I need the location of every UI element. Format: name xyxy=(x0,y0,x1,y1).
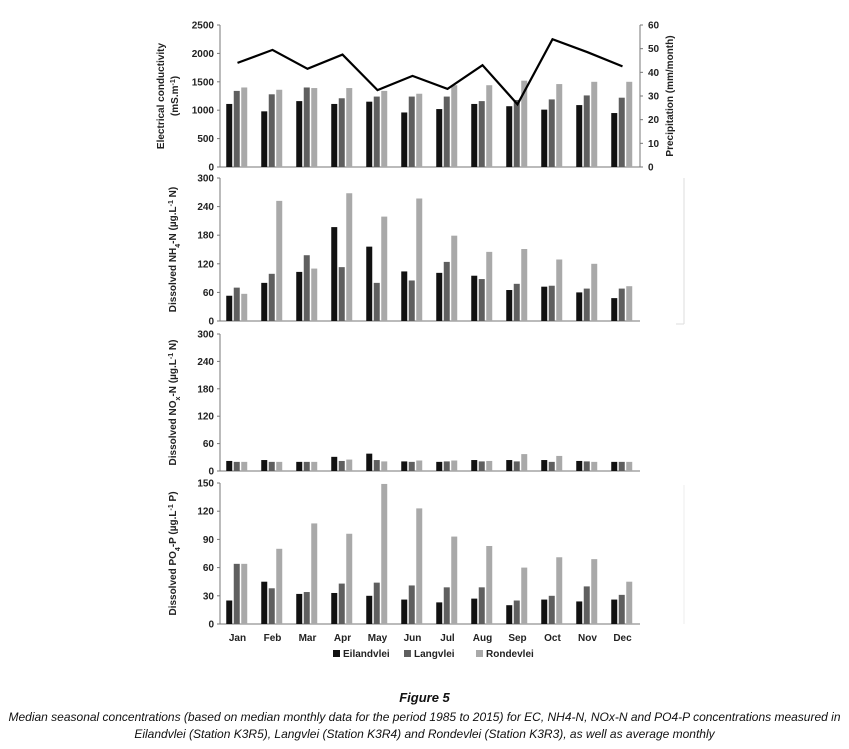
bar-eilandvlei-mar xyxy=(296,101,302,167)
bar-eilandvlei-sep xyxy=(506,605,512,624)
bar-langvlei-may xyxy=(374,97,380,167)
y-tick-label: 120 xyxy=(197,411,214,423)
bar-eilandvlei-jan xyxy=(226,461,232,471)
bar-eilandvlei-nov xyxy=(576,105,582,167)
y2-tick-label: 20 xyxy=(648,115,660,127)
bar-langvlei-jan xyxy=(234,564,240,624)
bar-rondevlei-jun xyxy=(416,199,422,322)
y-tick-label: 120 xyxy=(197,506,214,518)
bar-rondevlei-jul xyxy=(451,461,457,472)
bar-langvlei-jun xyxy=(409,97,415,167)
y-axis-label-po4: Dissolved $PO_4-P$ ($\mu g.L^{-1}$ P) xyxy=(167,491,182,616)
legend-swatch-rondevlei xyxy=(476,650,483,657)
bar-eilandvlei-jul xyxy=(436,602,442,624)
bar-langvlei-oct xyxy=(549,99,555,167)
bar-eilandvlei-apr xyxy=(331,457,337,471)
bar-rondevlei-nov xyxy=(591,559,597,624)
bar-langvlei-jun xyxy=(409,585,415,624)
bar-langvlei-may xyxy=(374,583,380,624)
bar-rondevlei-feb xyxy=(276,201,282,321)
bar-langvlei-feb xyxy=(269,588,275,624)
y-tick-label: 2000 xyxy=(191,48,214,60)
y2-tick-label: 40 xyxy=(648,67,660,79)
bar-rondevlei-sep xyxy=(521,249,527,321)
bar-rondevlei-mar xyxy=(311,523,317,624)
bar-langvlei-aug xyxy=(479,587,485,624)
legend-label-eilandvlei: Eilandvlei xyxy=(343,649,390,660)
bar-rondevlei-aug xyxy=(486,85,492,167)
bar-langvlei-nov xyxy=(584,289,590,321)
bar-eilandvlei-oct xyxy=(541,110,547,167)
bar-eilandvlei-feb xyxy=(261,582,267,624)
bar-eilandvlei-aug xyxy=(471,599,477,624)
bar-rondevlei-feb xyxy=(276,549,282,624)
x-tick-label-feb: Feb xyxy=(263,633,282,644)
bar-langvlei-jan xyxy=(234,462,240,471)
bar-langvlei-may xyxy=(374,283,380,321)
bar-eilandvlei-aug xyxy=(471,460,477,471)
bar-eilandvlei-mar xyxy=(296,462,302,471)
figure-label: Figure 5 xyxy=(399,690,450,705)
bar-rondevlei-oct xyxy=(556,456,562,471)
bar-eilandvlei-sep xyxy=(506,106,512,167)
bar-rondevlei-may xyxy=(381,484,387,624)
bar-rondevlei-aug xyxy=(486,252,492,321)
y-tick-label: 240 xyxy=(197,202,214,214)
bar-rondevlei-jul xyxy=(451,236,457,321)
bar-rondevlei-apr xyxy=(346,460,352,471)
bar-rondevlei-jan xyxy=(241,294,247,321)
y-tick-label: 90 xyxy=(202,534,214,546)
bar-rondevlei-jan xyxy=(241,462,247,471)
bar-langvlei-apr xyxy=(339,584,345,624)
bar-langvlei-jul xyxy=(444,262,450,321)
x-tick-label-aug: Aug xyxy=(472,633,493,644)
bar-rondevlei-jun xyxy=(416,461,422,472)
bar-rondevlei-may xyxy=(381,461,387,471)
bar-eilandvlei-jun xyxy=(401,112,407,167)
bar-langvlei-sep xyxy=(514,100,520,167)
bar-rondevlei-dec xyxy=(626,82,632,167)
x-tick-label-apr: Apr xyxy=(333,633,352,644)
bar-rondevlei-dec xyxy=(626,286,632,321)
bar-eilandvlei-aug xyxy=(471,104,477,167)
bar-rondevlei-jun xyxy=(416,508,422,624)
figure-caption: Median seasonal concentrations (based on median monthly data for the period 1985 to 2015) for EC, NH4-N, NOx-N and PO4-P concentrations measured in Eilandvlei (Station K3R5), Langvlei (Station K3R4) and Rondevlei (Station K3R3), as well as average monthly xyxy=(8,710,841,741)
bar-eilandvlei-nov xyxy=(576,461,582,471)
bar-eilandvlei-oct xyxy=(541,600,547,624)
bar-eilandvlei-jan xyxy=(226,601,232,625)
y2-tick-label: 0 xyxy=(648,162,654,174)
bar-langvlei-jan xyxy=(234,91,240,167)
bar-eilandvlei-oct xyxy=(541,287,547,321)
bar-langvlei-sep xyxy=(514,461,520,471)
y2-tick-label: 10 xyxy=(648,138,660,150)
y-tick-label: 60 xyxy=(202,287,214,299)
bar-langvlei-aug xyxy=(479,279,485,321)
x-tick-label-mar: Mar xyxy=(298,633,317,644)
bar-eilandvlei-may xyxy=(366,247,372,321)
bar-eilandvlei-jul xyxy=(436,273,442,321)
y2-tick-label: 50 xyxy=(648,44,660,56)
y-tick-label: 0 xyxy=(208,162,214,174)
y-axis-unit-ec: $(mS.m^{-1})$ xyxy=(169,75,181,117)
bar-eilandvlei-jul xyxy=(436,462,442,471)
y-tick-label: 180 xyxy=(197,384,214,396)
y-axis-label-nh4: Dissolved $NH_4-N$ ($\mu g.L^{-1}$ N) xyxy=(167,186,182,313)
x-tick-label-jun: Jun xyxy=(403,633,422,644)
y-tick-label: 150 xyxy=(197,478,214,490)
y-tick-label: 2500 xyxy=(191,20,214,32)
bar-langvlei-apr xyxy=(339,267,345,321)
bar-eilandvlei-dec xyxy=(611,113,617,167)
bar-langvlei-aug xyxy=(479,461,485,471)
y-tick-label: 300 xyxy=(197,329,214,341)
bar-langvlei-mar xyxy=(304,592,310,624)
bar-langvlei-sep xyxy=(514,601,520,625)
bar-eilandvlei-apr xyxy=(331,593,337,624)
bar-langvlei-jul xyxy=(444,461,450,471)
bar-langvlei-nov xyxy=(584,461,590,471)
bar-langvlei-oct xyxy=(549,462,555,471)
bar-rondevlei-may xyxy=(381,91,387,167)
bar-rondevlei-dec xyxy=(626,582,632,624)
bar-eilandvlei-nov xyxy=(576,601,582,624)
bar-eilandvlei-aug xyxy=(471,276,477,321)
x-tick-label-oct: Oct xyxy=(544,633,561,644)
bar-langvlei-oct xyxy=(549,286,555,321)
y-tick-label: 120 xyxy=(197,259,214,271)
y-tick-label: 60 xyxy=(202,563,214,575)
bar-eilandvlei-jan xyxy=(226,296,232,321)
bar-rondevlei-may xyxy=(381,217,387,321)
legend-label-rondevlei: Rondevlei xyxy=(486,649,534,660)
x-tick-label-dec: Dec xyxy=(613,633,632,644)
bar-rondevlei-feb xyxy=(276,462,282,471)
bar-langvlei-jun xyxy=(409,280,415,321)
y-tick-label: 240 xyxy=(197,356,214,368)
bar-rondevlei-feb xyxy=(276,90,282,167)
legend-label-langvlei: Langvlei xyxy=(414,649,455,660)
bar-eilandvlei-nov xyxy=(576,292,582,321)
bar-eilandvlei-apr xyxy=(331,227,337,321)
bar-rondevlei-jul xyxy=(451,537,457,624)
y-tick-label: 60 xyxy=(202,439,214,451)
bar-eilandvlei-sep xyxy=(506,460,512,471)
y-tick-label: 1000 xyxy=(191,105,214,117)
bar-rondevlei-apr xyxy=(346,88,352,167)
bar-langvlei-mar xyxy=(304,87,310,167)
bar-langvlei-dec xyxy=(619,595,625,624)
bar-langvlei-nov xyxy=(584,95,590,167)
bar-langvlei-apr xyxy=(339,98,345,167)
bar-langvlei-feb xyxy=(269,274,275,321)
x-tick-label-may: May xyxy=(367,633,388,644)
y-axis-label-ec: Electrical conductivity xyxy=(156,42,167,150)
y-tick-label: 180 xyxy=(197,230,214,242)
bar-eilandvlei-apr xyxy=(331,104,337,167)
bar-rondevlei-jun xyxy=(416,94,422,167)
bar-eilandvlei-sep xyxy=(506,290,512,321)
bar-eilandvlei-feb xyxy=(261,283,267,321)
bar-eilandvlei-mar xyxy=(296,594,302,624)
bar-eilandvlei-may xyxy=(366,102,372,167)
bar-eilandvlei-oct xyxy=(541,460,547,471)
bar-rondevlei-dec xyxy=(626,462,632,471)
x-tick-label-nov: Nov xyxy=(578,633,597,644)
bar-eilandvlei-feb xyxy=(261,460,267,471)
bar-eilandvlei-dec xyxy=(611,462,617,471)
bar-rondevlei-mar xyxy=(311,462,317,471)
bar-langvlei-jan xyxy=(234,288,240,321)
y-tick-label: 1500 xyxy=(191,77,214,89)
bar-langvlei-may xyxy=(374,460,380,471)
bar-rondevlei-jan xyxy=(241,87,247,167)
bar-rondevlei-sep xyxy=(521,454,527,471)
precipitation-line xyxy=(238,39,623,104)
bar-langvlei-aug xyxy=(479,101,485,167)
bar-langvlei-mar xyxy=(304,462,310,471)
bar-rondevlei-jan xyxy=(241,564,247,624)
legend-swatch-langvlei xyxy=(404,650,411,657)
x-tick-label-jul: Jul xyxy=(440,633,455,644)
bar-eilandvlei-feb xyxy=(261,111,267,167)
bar-rondevlei-mar xyxy=(311,88,317,167)
bar-eilandvlei-dec xyxy=(611,298,617,321)
bar-eilandvlei-jul xyxy=(436,109,442,167)
bar-eilandvlei-jun xyxy=(401,600,407,624)
y2-tick-label: 30 xyxy=(648,91,660,103)
bar-rondevlei-oct xyxy=(556,260,562,321)
bar-rondevlei-aug xyxy=(486,461,492,471)
y-tick-label: 500 xyxy=(197,134,214,146)
y-tick-label: 30 xyxy=(202,591,214,603)
bar-langvlei-feb xyxy=(269,94,275,167)
bar-rondevlei-jul xyxy=(451,85,457,167)
bar-rondevlei-oct xyxy=(556,84,562,167)
bar-langvlei-jul xyxy=(444,97,450,167)
x-tick-label-sep: Sep xyxy=(508,633,527,644)
bar-rondevlei-apr xyxy=(346,534,352,624)
bar-eilandvlei-jun xyxy=(401,461,407,471)
bar-rondevlei-apr xyxy=(346,193,352,321)
legend-swatch-eilandvlei xyxy=(333,650,340,657)
bar-rondevlei-mar xyxy=(311,269,317,321)
bar-rondevlei-oct xyxy=(556,557,562,624)
y2-axis-label: Precipitation (mm/month) xyxy=(665,35,676,157)
bar-eilandvlei-may xyxy=(366,596,372,624)
y-tick-label: 0 xyxy=(208,466,214,478)
bar-langvlei-mar xyxy=(304,255,310,321)
bar-rondevlei-nov xyxy=(591,264,597,321)
bar-langvlei-jul xyxy=(444,587,450,624)
bar-langvlei-nov xyxy=(584,586,590,624)
y-tick-label: 0 xyxy=(208,316,214,328)
bar-rondevlei-nov xyxy=(591,82,597,167)
bar-langvlei-dec xyxy=(619,462,625,471)
bar-rondevlei-sep xyxy=(521,568,527,624)
bar-langvlei-dec xyxy=(619,98,625,167)
bar-eilandvlei-jan xyxy=(226,104,232,167)
bar-langvlei-apr xyxy=(339,461,345,471)
bar-langvlei-sep xyxy=(514,284,520,321)
y-axis-label-nox: Dissolved $NO_x-N$ ($\mu g.L^{-1}$ N) xyxy=(167,339,182,466)
bar-langvlei-feb xyxy=(269,462,275,471)
y-tick-label: 0 xyxy=(208,619,214,631)
bar-eilandvlei-mar xyxy=(296,272,302,321)
y2-tick-label: 60 xyxy=(648,20,660,32)
bar-langvlei-oct xyxy=(549,596,555,624)
bar-langvlei-dec xyxy=(619,289,625,321)
bar-eilandvlei-may xyxy=(366,454,372,471)
bar-langvlei-jun xyxy=(409,462,415,471)
bar-eilandvlei-jun xyxy=(401,271,407,321)
y-tick-label: 300 xyxy=(197,173,214,185)
x-tick-label-jan: Jan xyxy=(228,633,247,644)
bar-rondevlei-nov xyxy=(591,462,597,471)
bar-eilandvlei-dec xyxy=(611,600,617,624)
bar-rondevlei-aug xyxy=(486,546,492,624)
